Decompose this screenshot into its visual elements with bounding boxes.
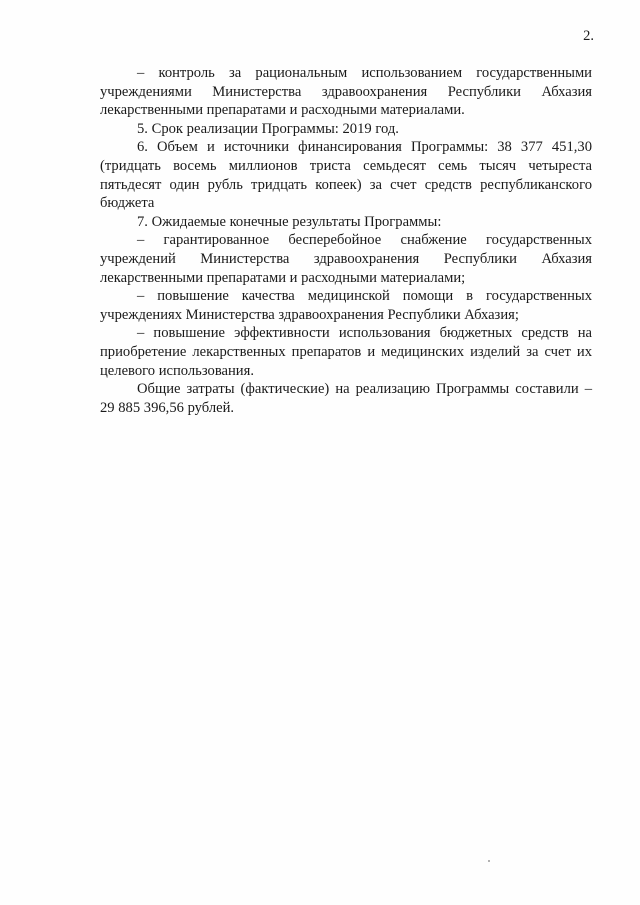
scan-dot: [488, 860, 490, 862]
paragraph-expected-results-heading: 7. Ожидаемые конечные результаты Программы:: [137, 213, 442, 230]
document-body: [100, 64, 592, 417]
paragraph-total-costs: Общие затраты (фактические) на реализацию Программы составили – 29 885 396,56 рублей.: [100, 381, 592, 416]
paragraph-result-efficiency: – повышение эффективности использования бюджетных средств на приобретение лекарственных препаратов и медицинских изделий за счет их целевого использования.: [100, 325, 592, 379]
paragraph-funding: 6. Объем и источники финансирования Программы: 38 377 451,30 (тридцать восемь миллионов триста семьдесят семь тысяч четыреста пятьдесят один рубль тридцать копеек) за счет средств республиканского бюджета: [100, 139, 592, 212]
paragraph-program-term: 5. Срок реализации Программы: 2019 год.: [137, 120, 399, 137]
paragraph-control-item: – контроль за рациональным использованием государственными учреждениями Министерства здравоохранения Республики Абхазия лекарственными препаратами и расходными материалами.: [100, 65, 592, 119]
page-number: 2.: [583, 28, 594, 44]
paragraph-result-quality: – повышение качества медицинской помощи в государственных учреждениях Министерства здравоохранения Республики Абхазия;: [100, 288, 592, 323]
paragraph-result-supply: – гарантированное бесперебойное снабжение государственных учреждений Министерства здравоохранения Республики Абхазия лекарственными препаратами и расходными материалами;: [100, 232, 592, 286]
